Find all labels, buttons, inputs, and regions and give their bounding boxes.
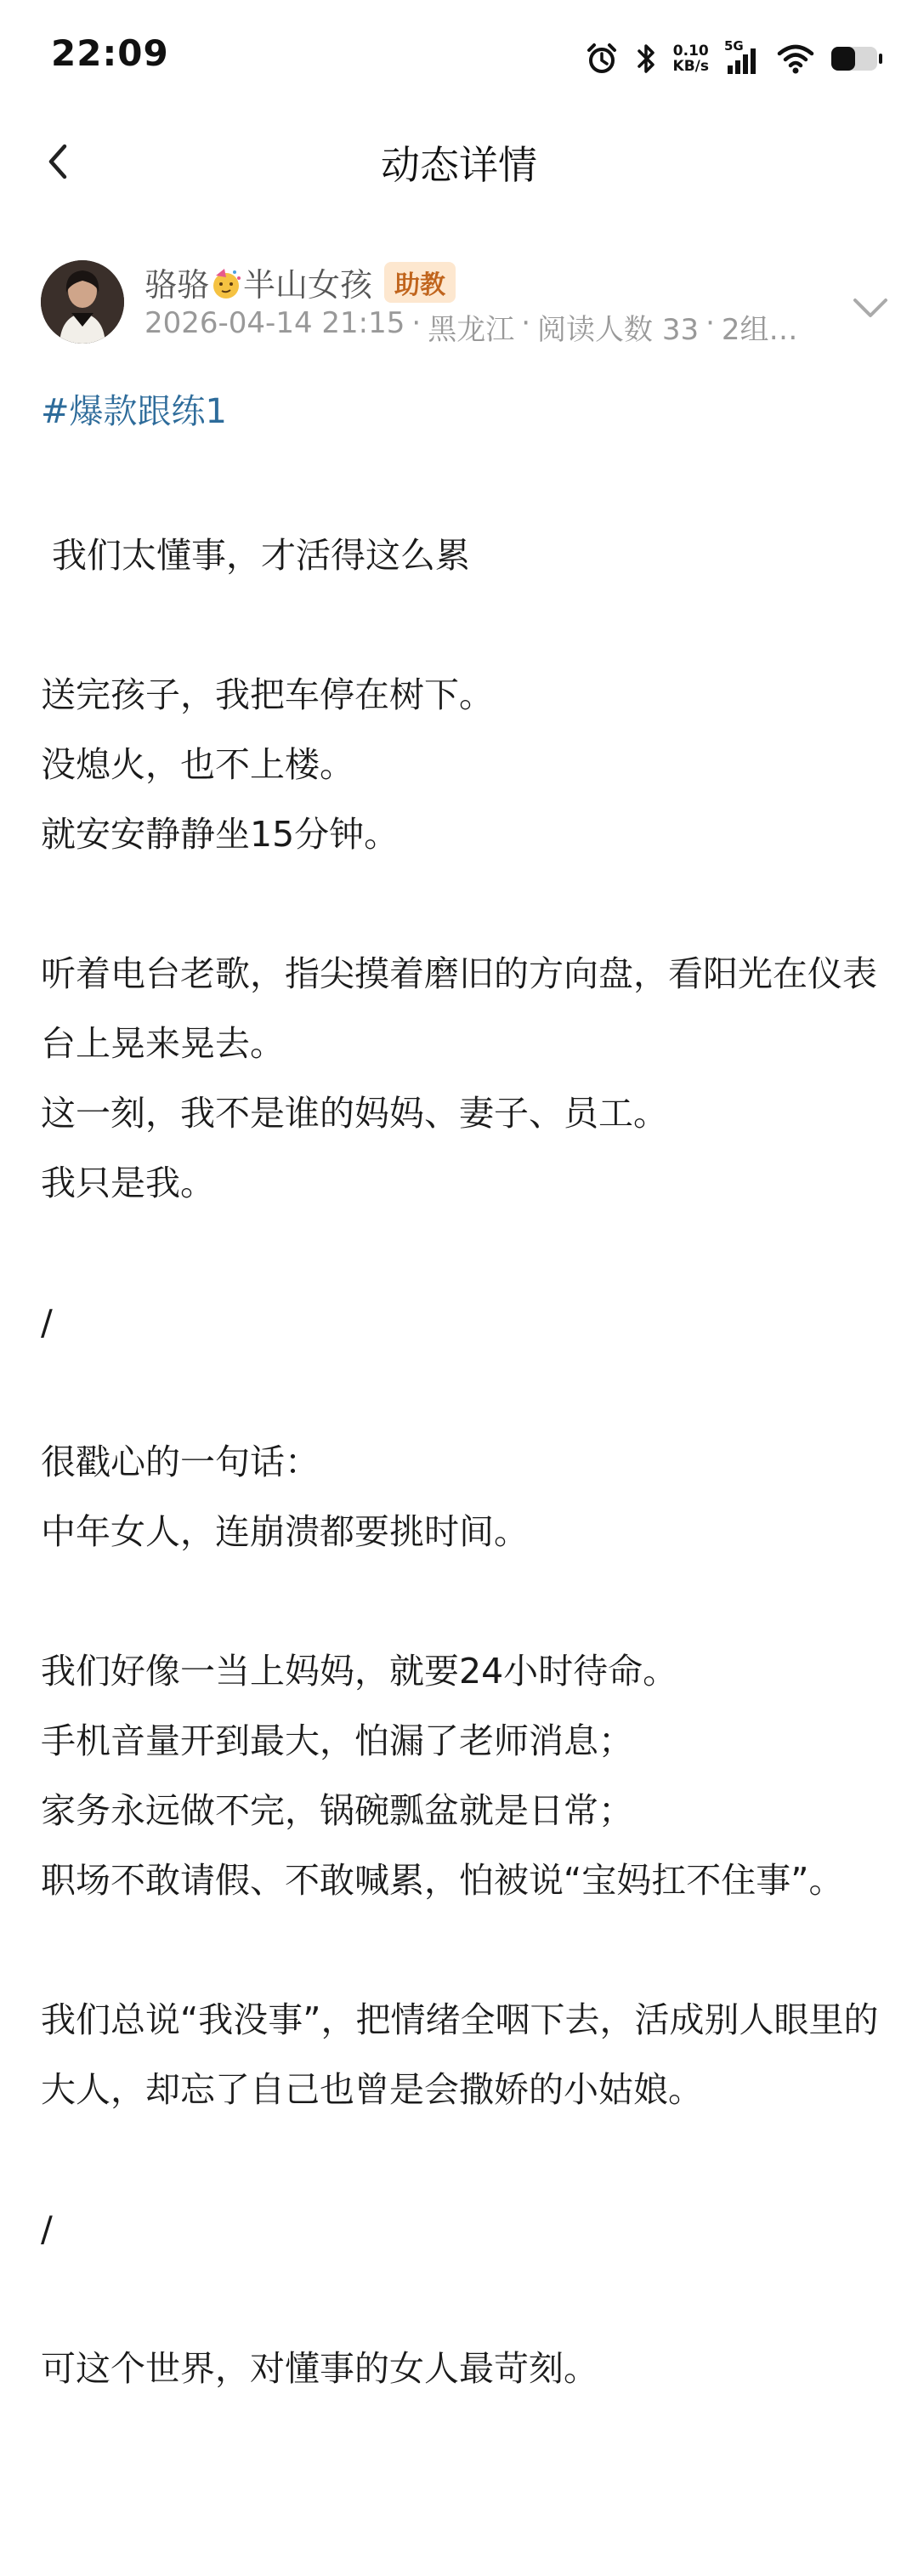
post-paragraph: 就安安静静坐15分钟。 xyxy=(41,814,400,855)
author-name-part1: 骆骆 xyxy=(144,266,210,304)
post-paragraph: 职场不敢请假、不敢喊累，怕被说“宝妈扛不住事”。 xyxy=(41,1860,844,1901)
post-paragraph: 中年女人，连崩溃都要挑时间。 xyxy=(41,1511,529,1552)
battery-icon xyxy=(830,42,884,76)
paragraph-spacer xyxy=(41,1357,882,1427)
bluetooth-icon xyxy=(634,42,658,76)
post-paragraph: / xyxy=(41,1302,53,1343)
post-paragraph: 我们太懂事，才活得这么累 xyxy=(41,535,471,576)
post-paragraph: 送完孩子，我把车停在树下。 xyxy=(41,674,494,715)
read-count: 阅读人数 33 xyxy=(537,313,700,347)
post-date: 2026-04-14 21:15 xyxy=(144,306,405,340)
nav-bar xyxy=(0,119,918,204)
paragraph-spacer xyxy=(41,1218,882,1288)
net-speed xyxy=(673,43,709,74)
paragraph-spacer xyxy=(41,590,882,660)
expand-button[interactable] xyxy=(847,289,894,327)
paragraph-spacer xyxy=(41,1915,882,1985)
page-title: 动态详情 xyxy=(381,142,537,188)
paragraph-spacer xyxy=(41,1567,882,1636)
topic-tag[interactable]: #爆款跟练1 xyxy=(41,392,227,431)
post-location: 黑龙江 xyxy=(428,313,515,347)
net-speed-unit: KB/s xyxy=(672,58,709,75)
role-badge: 助教 xyxy=(384,262,456,303)
post-paragraph: 家务永远做不完，锅碗瓢盆就是日常； xyxy=(41,1790,633,1831)
meta-separator: · xyxy=(706,306,715,340)
network-type: 5G xyxy=(724,38,744,54)
post-meta xyxy=(144,306,850,348)
paragraph-spacer xyxy=(41,869,882,939)
signal-icon xyxy=(724,38,762,76)
author-name[interactable] xyxy=(144,259,372,305)
post-content xyxy=(41,520,882,2403)
net-speed-value: 0.10 xyxy=(672,43,709,60)
post-paragraph: 这一刻，我不是谁的妈妈、妻子、员工。 xyxy=(41,1093,668,1134)
alarm-icon xyxy=(585,42,619,76)
paragraph-spacer xyxy=(41,2124,882,2194)
paragraph-spacer xyxy=(41,2264,882,2334)
post-paragraph: / xyxy=(41,2209,53,2249)
post-paragraph: 我们好像一当上妈妈，就要24小时待命。 xyxy=(41,1651,678,1692)
post-paragraph: 很戳心的一句话： xyxy=(41,1442,320,1482)
post-paragraph: 手机音量开到最大，怕漏了老师消息； xyxy=(41,1720,633,1761)
post-paragraph: 我们总说“我没事”，把情绪全咽下去，活成别人眼里的大人，却忘了自己也曾是会撒娇的小姑娘。 xyxy=(41,1999,879,2110)
status-bar xyxy=(0,0,918,119)
group-info: 2组… xyxy=(721,313,798,347)
author-name-part2: 半山女孩 xyxy=(243,266,373,304)
status-time: 22:09 xyxy=(51,32,169,74)
author-name-row xyxy=(144,259,456,305)
post-paragraph: 听着电台老歌，指尖摸着磨旧的方向盘，看阳光在仪表台上晃来晃去。 xyxy=(41,953,877,1064)
author-header xyxy=(0,247,918,366)
status-icons xyxy=(585,37,884,80)
meta-separator: · xyxy=(521,306,531,340)
post-paragraph: 可这个世界，对懂事的女人最苛刻。 xyxy=(41,2348,598,2389)
avatar[interactable] xyxy=(41,260,124,344)
chevron-down-icon xyxy=(850,295,891,321)
post-paragraph: 没熄火，也不上楼。 xyxy=(41,744,354,785)
party-face-icon xyxy=(209,266,243,300)
wifi-icon xyxy=(777,42,814,76)
post-paragraph: 我只是我。 xyxy=(41,1163,215,1203)
meta-separator: · xyxy=(411,306,422,340)
